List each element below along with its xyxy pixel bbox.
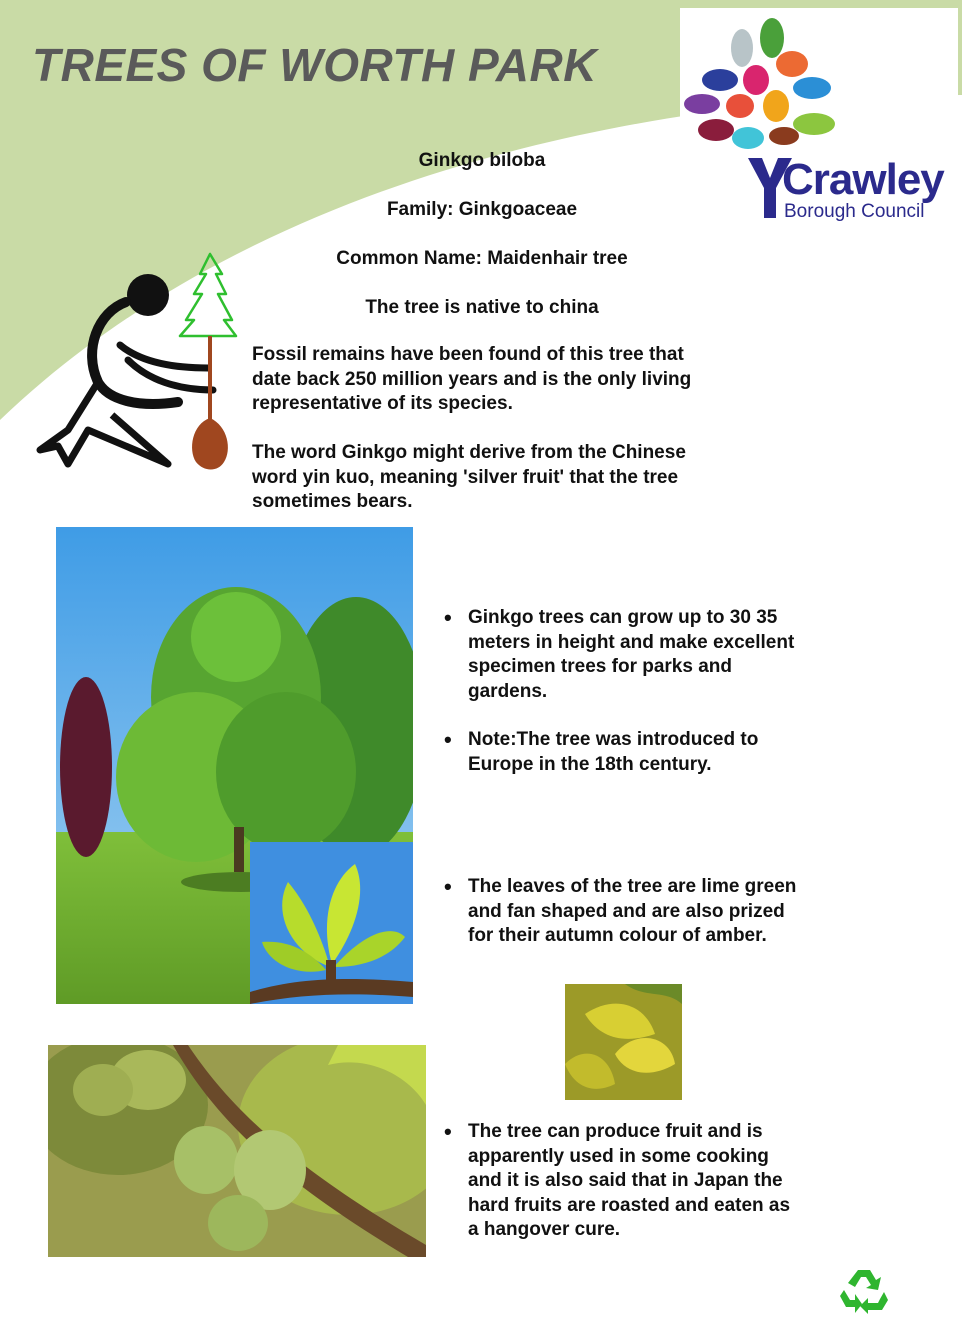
crawley-logo	[680, 8, 958, 230]
autumn-leaves-photo	[565, 984, 682, 1100]
logo-name: Crawley	[782, 155, 944, 204]
fact-item: • Note:The tree was introduced to Europe in the 18th century.	[444, 728, 804, 777]
common-name-line: Common Name: Maidenhair tree	[336, 248, 628, 269]
recycle-icon	[838, 1266, 890, 1316]
native-line: The tree is native to china	[365, 297, 599, 318]
ginkgo-fruit-photo	[48, 1045, 426, 1257]
fact-item: • Ginkgo trees can grow up to 30 35 meters in height and make excellent specimen trees for parks and gardens.	[444, 606, 804, 704]
fossil-paragraph: Fossil remains have been found of this tree that date back 250 million years and is the only living representative of its species.	[252, 344, 692, 414]
fact-item: • The tree can produce fruit and is apparently used in some cooking and it is also said that in Japan the hard fruits are roasted and eaten as a hangover cure.	[444, 1120, 804, 1243]
fact-item: • The leaves of the tree are lime green and fan shaped and are also prized for their autumn colour of amber.	[444, 875, 804, 949]
family-line: Family: Ginkgoaceae	[386, 199, 578, 220]
logo-subtitle: Borough Council	[784, 201, 925, 222]
ginkgo-leaves-photo	[250, 842, 413, 1004]
latin-name: Ginkgo biloba	[418, 150, 546, 171]
name-origin-paragraph: The word Ginkgo might derive from the Chinese word yin kuo, meaning 'silver fruit' that the tree sometimes bears.	[252, 442, 686, 512]
page-title: TREES OF WORTH PARK	[32, 39, 597, 91]
planting-person-icon	[28, 250, 243, 480]
